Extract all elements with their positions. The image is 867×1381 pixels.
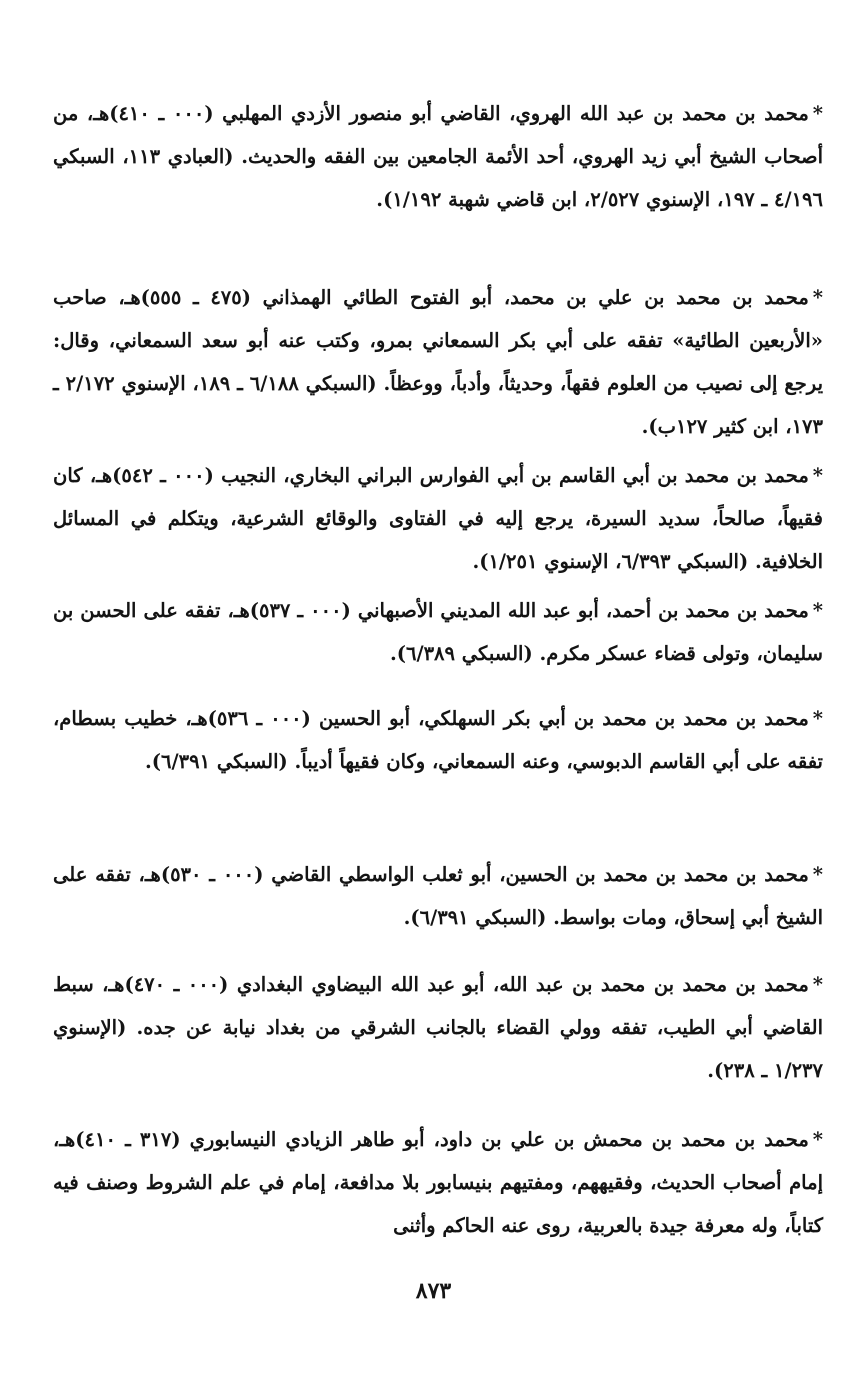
entry-marker: * [812,599,823,622]
entry-text: محمد بن محمد بن عبد الله الهروي، القاضي أبو منصور الأزدي المهلبي (٠٠٠ ـ ٤١٠)هـ، من أصحاب الشيخ أبي زيد الهروي، أحد الأئمة الجامعين بين الفقه والحديث. (العبادي ١١٣، السبكي ٤/١٩٦ ـ ١٩٧، الإسنوي ٢/٥٢٧، ابن قاضي شهبة ١/١٩٢). [53,102,824,211]
biography-entry [53,276,823,448]
entry-text: محمد بن محمد بن محمد بن أبي بكر السهلكي، أبو الحسين (٠٠٠ ـ ٥٣٦)هـ، خطيب بسطام، تفقه على أبي القاسم الدبوسي، وعنه السمعاني، وكان فقيهاً أديباً. (السبكي ٦/٣٩١). [53,707,823,773]
entry-marker: * [812,464,823,487]
entry-marker: * [812,102,823,125]
entry-marker: * [812,707,823,730]
entry-marker: * [812,863,823,886]
biography-entry [53,697,823,783]
entry-text: محمد بن محمد بن محمش بن علي بن داود، أبو طاهر الزيادي النيسابوري (٣١٧ ـ ٤١٠)هـ، إمام أصحاب الحديث، وفقيههم، ومفتيهم بنيسابور بلا مدافعة، إمام في علم الشروط وصنف فيه كتاباً، وله معرفة جيدة بالعربية، روى عنه الحاكم وأثنى [53,1128,823,1237]
page-number: ٨٧٣ [415,1278,452,1304]
biography-entry [53,1118,823,1247]
entry-text: محمد بن محمد بن محمد بن الحسين، أبو ثعلب الواسطي القاضي (٠٠٠ ـ ٥٣٠)هـ، تفقه على الشيخ أبي إسحاق، ومات بواسط. (السبكي ٦/٣٩١). [53,863,823,929]
entry-text: محمد بن محمد بن أبي القاسم بن أبي الفوارس البراني البخاري، النجيب (٠٠٠ ـ ٥٤٢)هـ، كان فقيهاً، صالحاً، سديد السيرة، يرجع إليه في الفتاوى والوقائع الشرعية، ويتكلم في المسائل الخلافية. (السبكي ٦/٣٩٣، الإسنوي ١/٢٥١). [53,464,823,573]
biography-entry [53,589,823,675]
entry-marker: * [812,1128,823,1151]
entry-text: محمد بن محمد بن علي بن محمد، أبو الفتوح الطائي الهمذاني (٤٧٥ ـ ٥٥٥)هـ، صاحب «الأربعين الطائية» تفقه على أبي بكر السمعاني بمرو، وكتب عنه أبو سعد السمعاني، وقال: يرجع إلى نصيب من العلوم فقهاً، وحديثاً، وأدباً، ووعظاً. (السبكي ٦/١٨٨ ـ ١٨٩، الإسنوي ٢/١٧٢ ـ ١٧٣، ابن كثير ١٢٧ب). [53,286,823,438]
entry-marker: * [812,286,823,309]
biography-entry [53,853,823,939]
biography-entry [53,963,823,1092]
biography-entry [53,92,823,221]
entry-marker: * [812,973,823,996]
entry-text: محمد بن محمد بن محمد بن عبد الله، أبو عبد الله البيضاوي البغدادي (٠٠٠ ـ ٤٧٠)هـ، سبط القاضي أبي الطيب، تفقه وولي القضاء بالجانب الشرقي من بغداد نيابة عن جده. (الإسنوي ١/٢٣٧ ـ ٢٣٨). [53,973,823,1082]
entry-text: محمد بن محمد بن أحمد، أبو عبد الله المديني الأصبهاني (٠٠٠ ـ ٥٣٧)هـ، تفقه على الحسن بن سليمان، وتولى قضاء عسكر مكرم. (السبكي ٦/٣٨٩). [53,599,823,665]
biography-entry [53,454,823,583]
